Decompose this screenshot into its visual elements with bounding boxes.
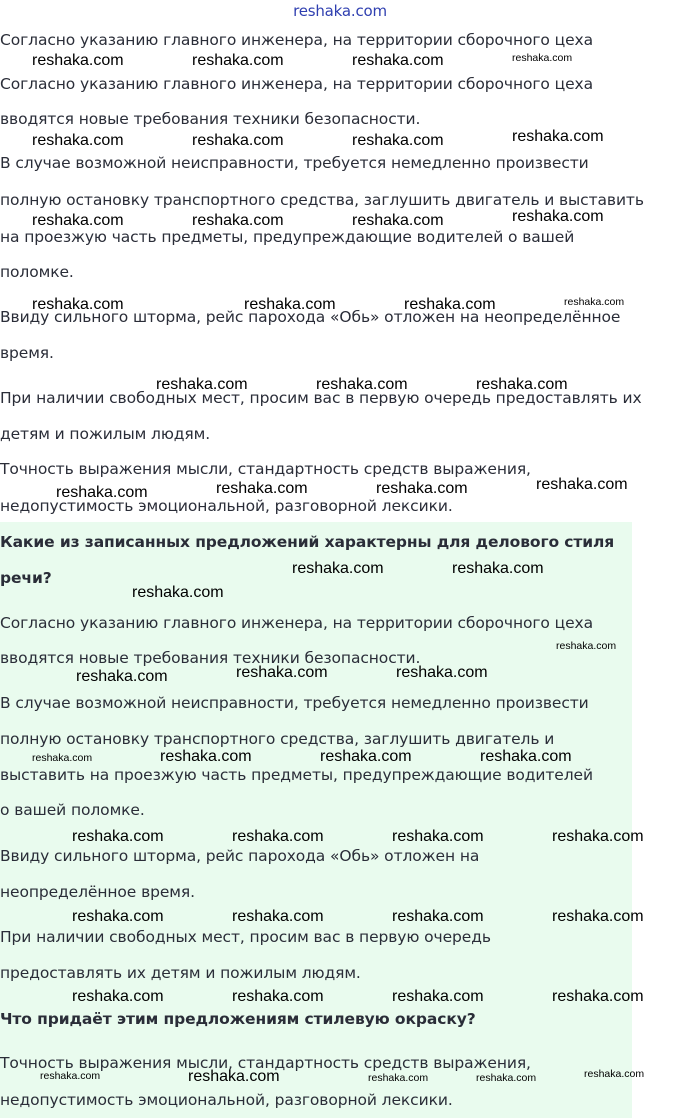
watermark: reshaka.com <box>72 828 164 845</box>
text-line: полную остановку транспортного средства, заглушить двигатель и <box>0 730 555 748</box>
text-line: При наличии свободных мест, просим вас в первую очередь <box>0 928 491 946</box>
text-line: предоставлять их детям и пожилым людям. <box>0 964 361 982</box>
watermark: reshaka.com <box>392 988 484 1005</box>
watermark: reshaka.com <box>160 748 252 765</box>
watermark: reshaka.com <box>32 52 124 69</box>
watermark: reshaka.com <box>72 908 164 925</box>
text-line: неопределённое время. <box>0 883 195 901</box>
text-line: полную остановку транспортного средства, заглушить двигатель и выставить <box>0 191 644 209</box>
question-line: речи? <box>0 569 52 587</box>
watermark: reshaka.com <box>552 908 644 925</box>
watermark: reshaka.com <box>216 480 308 497</box>
watermark: reshaka.com <box>156 376 248 393</box>
text-line: на проезжую часть предметы, предупреждающие водителей о вашей <box>0 228 575 246</box>
watermark: reshaka.com <box>392 908 484 925</box>
text-line: Ввиду сильного шторма, рейс парохода «Обь» отложен на неопределённое <box>0 308 621 326</box>
watermark: reshaka.com <box>552 828 644 845</box>
question-line: Что придаёт этим предложениям стилевую окраску? <box>0 1010 476 1028</box>
watermark: reshaka.com <box>32 296 124 313</box>
watermark: reshaka.com <box>32 752 93 764</box>
watermark: reshaka.com <box>512 208 604 225</box>
text-line: Точность выражения мысли, стандартность средств выражения, <box>0 1054 531 1072</box>
watermark: reshaka.com <box>316 376 408 393</box>
text-line: вводятся новые требования техники безопасности. <box>0 110 421 128</box>
watermark: reshaka.com <box>480 748 572 765</box>
text-line: Ввиду сильного шторма, рейс парохода «Обь» отложен на <box>0 847 480 865</box>
watermark: reshaka.com <box>476 376 568 393</box>
watermark: reshaka.com <box>32 132 124 149</box>
watermark: reshaka.com <box>132 584 224 601</box>
site-header-watermark: reshaka.com <box>293 2 387 20</box>
question-line: Какие из записанных предложений характерны для делового стиля <box>0 533 615 551</box>
watermark: reshaka.com <box>40 1070 101 1082</box>
watermark: reshaka.com <box>244 296 336 313</box>
text-line: о вашей поломке. <box>0 801 145 819</box>
watermark: reshaka.com <box>352 52 444 69</box>
watermark: reshaka.com <box>512 128 604 145</box>
watermark: reshaka.com <box>368 1072 429 1084</box>
watermark: reshaka.com <box>192 52 284 69</box>
text-line: Точность выражения мысли, стандартность средств выражения, <box>0 460 531 478</box>
text-line: вводятся новые требования техники безопасности. <box>0 649 421 667</box>
watermark: reshaka.com <box>192 132 284 149</box>
watermark: reshaka.com <box>376 480 468 497</box>
watermark: reshaka.com <box>352 212 444 229</box>
watermark: reshaka.com <box>236 664 328 681</box>
watermark: reshaka.com <box>32 212 124 229</box>
watermark: reshaka.com <box>292 560 384 577</box>
watermark: reshaka.com <box>564 296 625 308</box>
text-line: В случае возможной неисправности, требуется немедленно произвести <box>0 694 589 712</box>
text-line: В случае возможной неисправности, требуется немедленно произвести <box>0 154 589 172</box>
text-line: При наличии свободных мест, просим вас в первую очередь предоставлять их <box>0 389 642 407</box>
text-line: поломке. <box>0 263 74 281</box>
watermark: reshaka.com <box>188 1068 280 1085</box>
watermark: reshaka.com <box>192 212 284 229</box>
watermark: reshaka.com <box>56 484 148 501</box>
watermark: reshaka.com <box>76 668 168 685</box>
watermark: reshaka.com <box>396 664 488 681</box>
text-line: недопустимость эмоциональной, разговорной лексики. <box>0 497 453 515</box>
watermark: reshaka.com <box>320 748 412 765</box>
text-line: детям и пожилым людям. <box>0 425 211 443</box>
watermark: reshaka.com <box>476 1072 537 1084</box>
watermark: reshaka.com <box>556 640 617 652</box>
text-line: время. <box>0 344 54 362</box>
watermark: reshaka.com <box>536 476 628 493</box>
text-line: недопустимость эмоциональной, разговорной лексики. <box>0 1091 453 1109</box>
watermark: reshaka.com <box>352 132 444 149</box>
watermark: reshaka.com <box>404 296 496 313</box>
watermark: reshaka.com <box>512 52 573 64</box>
watermark: reshaka.com <box>72 988 164 1005</box>
watermark: reshaka.com <box>232 988 324 1005</box>
watermark: reshaka.com <box>584 1068 645 1080</box>
text-line: Согласно указанию главного инженера, на территории сборочного цеха <box>0 31 593 49</box>
watermark: reshaka.com <box>392 828 484 845</box>
text-line: Согласно указанию главного инженера, на территории сборочного цеха <box>0 75 593 93</box>
watermark: reshaka.com <box>552 988 644 1005</box>
text-line: выставить на проезжую часть предметы, предупреждающие водителей <box>0 766 593 784</box>
text-line: Согласно указанию главного инженера, на территории сборочного цеха <box>0 614 593 632</box>
watermark: reshaka.com <box>452 560 544 577</box>
watermark: reshaka.com <box>232 908 324 925</box>
watermark: reshaka.com <box>232 828 324 845</box>
